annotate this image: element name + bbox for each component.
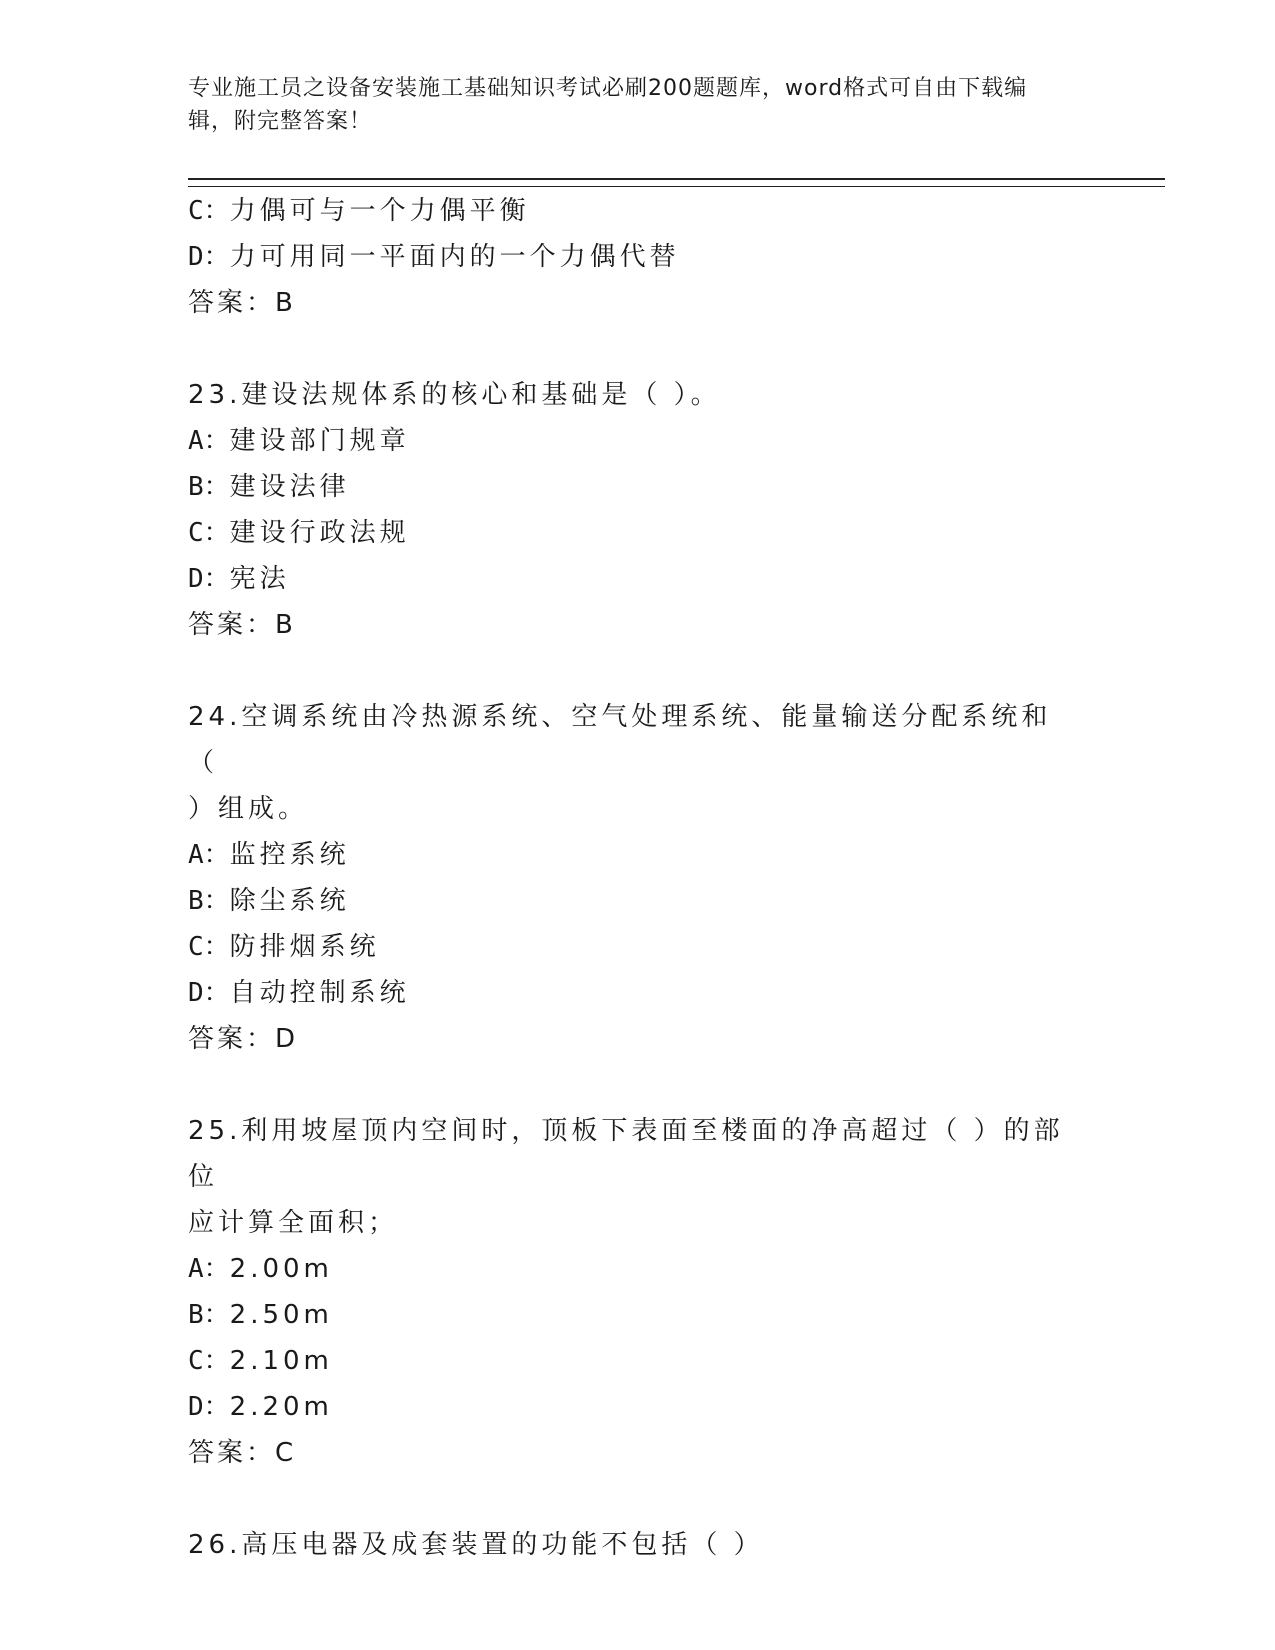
question-26	[188, 1522, 1088, 1568]
document-header: 专业施工员之设备安装施工基础知识考试必刷200题题库，word格式可自由下载编辑，附完整答案！	[188, 76, 1028, 134]
option-d: D：2.20m	[188, 1392, 333, 1422]
option-a: A：2.00m	[188, 1254, 333, 1284]
question-list	[188, 188, 1088, 1568]
question-stem-line-2: ）组成。	[188, 794, 309, 824]
option-b: B：除尘系统	[188, 886, 350, 916]
question-stem-line-1: 24.空调系统由冷热源系统、空气处理系统、能量输送分配系统和（	[188, 702, 1052, 778]
option-d: D：宪法	[188, 564, 290, 594]
question-stem-line-2: 应计算全面积；	[188, 1208, 399, 1238]
option-c: C：防排烟系统	[188, 932, 380, 962]
question-25	[188, 1108, 1088, 1476]
question-stem-line-1: 25.利用坡屋顶内空间时，顶板下表面至楼面的净高超过（ ）的部位	[188, 1116, 1064, 1192]
option-c: C：2.10m	[188, 1346, 333, 1376]
option-d: D：自动控制系统	[188, 978, 410, 1008]
option-b: B：2.50m	[188, 1300, 333, 1330]
question-stem: 23.建设法规体系的核心和基础是（ ）。	[188, 380, 721, 410]
answer-line: 答案：B	[188, 610, 295, 640]
answer-line: 答案：D	[188, 1024, 298, 1054]
answer-line: 答案：B	[188, 288, 295, 318]
option-a: A：建设部门规章	[188, 426, 410, 456]
question-stem: 26.高压电器及成套装置的功能不包括（ ）	[188, 1530, 764, 1560]
question-24	[188, 694, 1088, 1062]
header-divider	[188, 178, 1165, 187]
option-a: A：监控系统	[188, 840, 350, 870]
question-23	[188, 372, 1088, 648]
option-c: C：力偶可与一个力偶平衡	[188, 196, 530, 226]
question-22-continuation	[188, 188, 1088, 326]
option-d: D：力可用同一平面内的一个力偶代替	[188, 242, 680, 272]
option-b: B：建设法律	[188, 472, 350, 502]
answer-line: 答案：C	[188, 1438, 296, 1468]
option-c: C：建设行政法规	[188, 518, 410, 548]
